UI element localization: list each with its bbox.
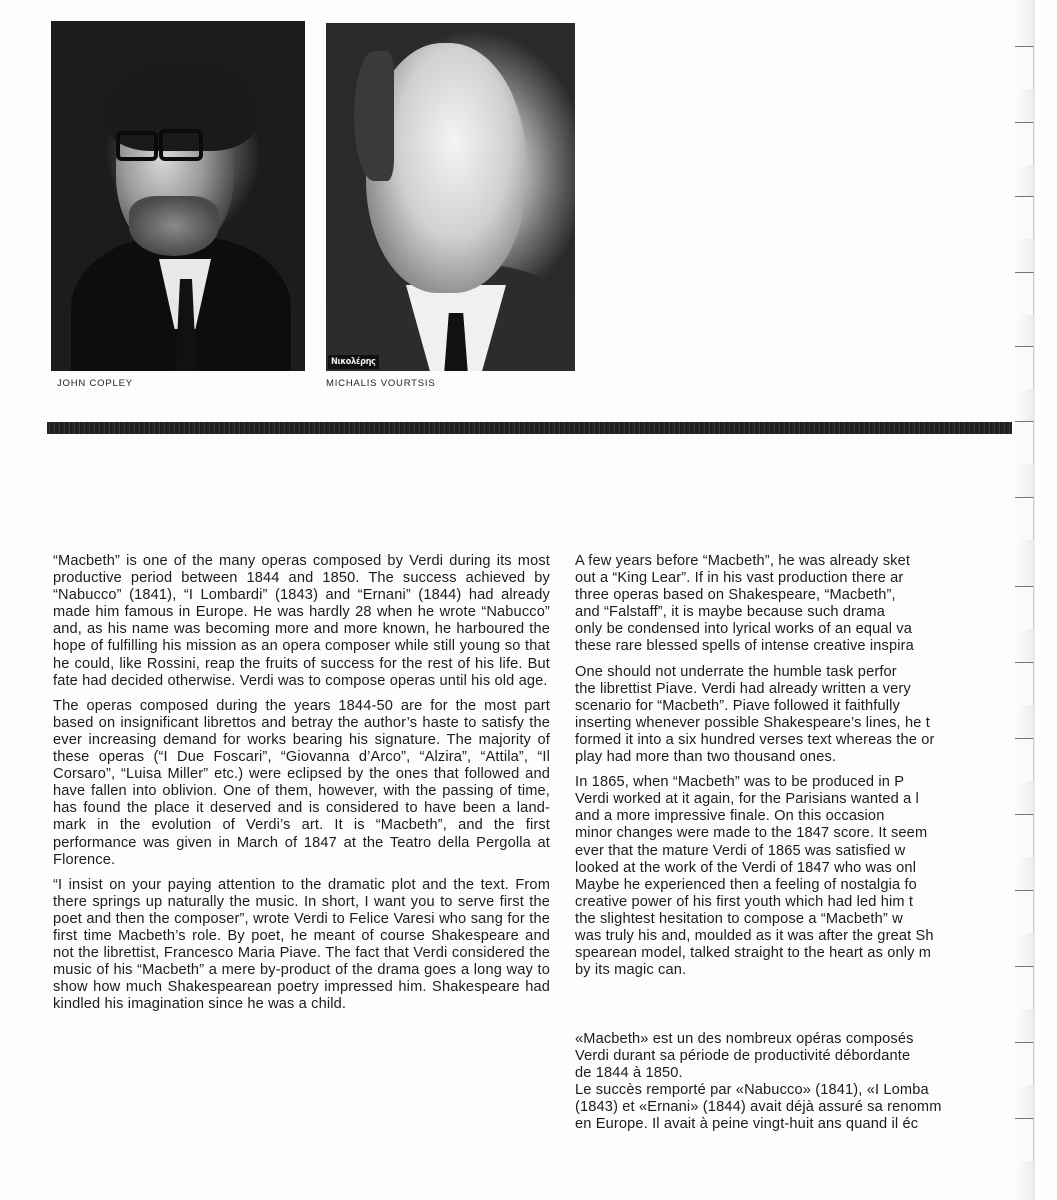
binding-tab	[1015, 738, 1034, 781]
binding-tab	[1015, 196, 1034, 239]
binding-tab	[1015, 346, 1034, 389]
binding-tab	[1015, 122, 1034, 165]
binding-tab	[1015, 1118, 1034, 1161]
text-line: play had more than two thousand ones.	[575, 749, 837, 766]
article-column-left	[53, 553, 550, 1021]
text-line: and “Falstaff”, it is maybe because such drama	[575, 604, 885, 621]
binding-tab	[1015, 586, 1034, 629]
text-line: One should not underrate the humble task perfor	[575, 663, 897, 680]
article-paragraph	[575, 553, 1047, 656]
text-line: formed it into a six hundred verses text whereas the or	[575, 731, 935, 748]
text-line: these rare blessed spells of intense creative inspira	[575, 638, 914, 655]
text-line: out a “King Lear”. If in his vast production there ar	[575, 570, 904, 587]
text-line: the librettist Piave. Verdi had already written a very	[575, 680, 911, 697]
text-line: three operas based on Shakespeare, “Macbeth”,	[575, 587, 896, 604]
article-paragraph: “Macbeth” is one of the many operas composed by Verdi during its most productive period between 1844 and 1850. The success achieved by “Nabucco” (1841), “I Lombardi” (1843) and “Ernani” (1844) had already made him famous in Europe. He was hardly 28 when he wrote “Nabucco” and, as his name was becoming more and more known, he harboured the hope of fulfilling his mission as an opera composer while still young so that he could, like Rossini, reap the fruits of success for the rest of his life. But fate had decided otherwise. Verdi was to compose operas until his old age.	[53, 553, 550, 689]
text-line: In 1865, when “Macbeth” was to be produced in P	[575, 774, 905, 791]
text-line: scenario for “Macbeth”. Piave followed it faithfully	[575, 697, 900, 714]
article-paragraph-french	[575, 1031, 942, 1134]
text-line: looked at the work of the Verdi of 1847 who was onl	[575, 859, 917, 876]
text-line: Maybe he experienced then a feeling of nostalgia fo	[575, 876, 917, 893]
section-divider-bar	[47, 422, 1012, 434]
photo-caption-john-copley: JOHN COPLEY	[57, 378, 133, 389]
text-line: was truly his and, moulded as it was after the great Sh	[575, 927, 934, 944]
text-line: de 1844 à 1850.	[575, 1065, 683, 1082]
portrait-glasses	[159, 129, 203, 161]
text-line: Le succès remporté par «Nabucco» (1841), «I Lomba	[575, 1082, 929, 1099]
article-paragraph	[575, 664, 1047, 767]
article-paragraph: The operas composed during the years 1844-50 are for the most part based on insignificant librettos and betray the author’s haste to satisfy the ever increasing demand for works bearing his signature. The majority of these operas (“I Due Foscari”, “Giovanna d’Arco”, “Alzira”, “Attila”, “Il Corsaro”, “Luisa Miller” etc.) were eclipsed by the ones that followed and have fallen into oblivion. One of them, however, with the passing of time, has found the place it deserved and is considered to have been a land-mark in the evolution of Verdi’s art. It is “Macbeth”, and the first performance was given in March of 1847 at the Teatro della Pergolla at Florence.	[53, 697, 550, 868]
text-line: ever that the mature Verdi of 1865 was satisfied w	[575, 842, 906, 859]
portrait-photo-john-copley	[51, 21, 305, 371]
text-line: A few years before “Macbeth”, he was already sket	[575, 553, 911, 569]
binding-tab	[1015, 1042, 1034, 1085]
binding-tab	[1015, 966, 1034, 1009]
page-binding-edge	[1015, 0, 1035, 1200]
text-line: minor changes were made to the 1847 score. It seem	[575, 825, 928, 842]
binding-tab	[1015, 497, 1034, 540]
photographer-stamp: Νικολέρης	[328, 355, 379, 369]
text-line: and a more impressive finale. On this occasion	[575, 808, 885, 825]
article-paragraph: “I insist on your paying attention to the dramatic plot and the text. From there springs up naturally the music. In short, I want you to serve first the poet and then the composer”, wrote Verdi to Felice Varesi who sang for the first time Macbeth’s role. By poet, he meant of course Shakespeare and not the librettist, Francesco Maria Piave. The fact that Verdi considered the music of his “Macbeth” a mere by-product of the drama goes a long way to show how much Shakespearean poetry impressed him. Shakespeare had kindled his imagination since he was a child.	[53, 876, 550, 1013]
text-line: Verdi durant sa période de productivité débordante	[575, 1048, 911, 1065]
text-line: only be condensed into lyrical works of an equal va	[575, 621, 913, 638]
text-line: (1843) et «Ernani» (1844) avait déjà assuré sa renomm	[575, 1099, 942, 1116]
text-line: creative power of his first youth which had led him t	[575, 893, 914, 910]
text-line: the slightest hesitation to compose a “Macbeth” w	[575, 910, 903, 927]
binding-tab	[1015, 272, 1034, 315]
page-margin	[1035, 0, 1057, 1200]
portrait-photo-michalis-vourtsis	[326, 23, 575, 371]
text-line: en Europe. Il avait à peine vingt-huit ans quand il éc	[575, 1116, 919, 1133]
article-column-right	[575, 553, 1047, 1193]
photo-caption-michalis-vourtsis: MICHALIS VOURTSIS	[326, 378, 436, 389]
article-paragraph	[575, 774, 1047, 979]
text-line: spearean model, talked straight to the heart as only m	[575, 945, 932, 962]
text-line: Verdi worked at it again, for the Parisians wanted a l	[575, 791, 919, 808]
portrait-beard	[129, 196, 219, 256]
text-line: «Macbeth» est un des nombreux opéras composés	[575, 1031, 914, 1047]
binding-tab	[1015, 662, 1034, 705]
portrait-hair	[354, 51, 394, 181]
binding-tab	[1015, 814, 1034, 857]
portrait-glasses	[116, 131, 158, 161]
text-line: by its magic can.	[575, 962, 687, 979]
binding-tab	[1015, 890, 1034, 933]
binding-tab	[1015, 46, 1034, 89]
binding-tab	[1015, 421, 1034, 464]
text-line: inserting whenever possible Shakespeare’s lines, he t	[575, 714, 930, 731]
